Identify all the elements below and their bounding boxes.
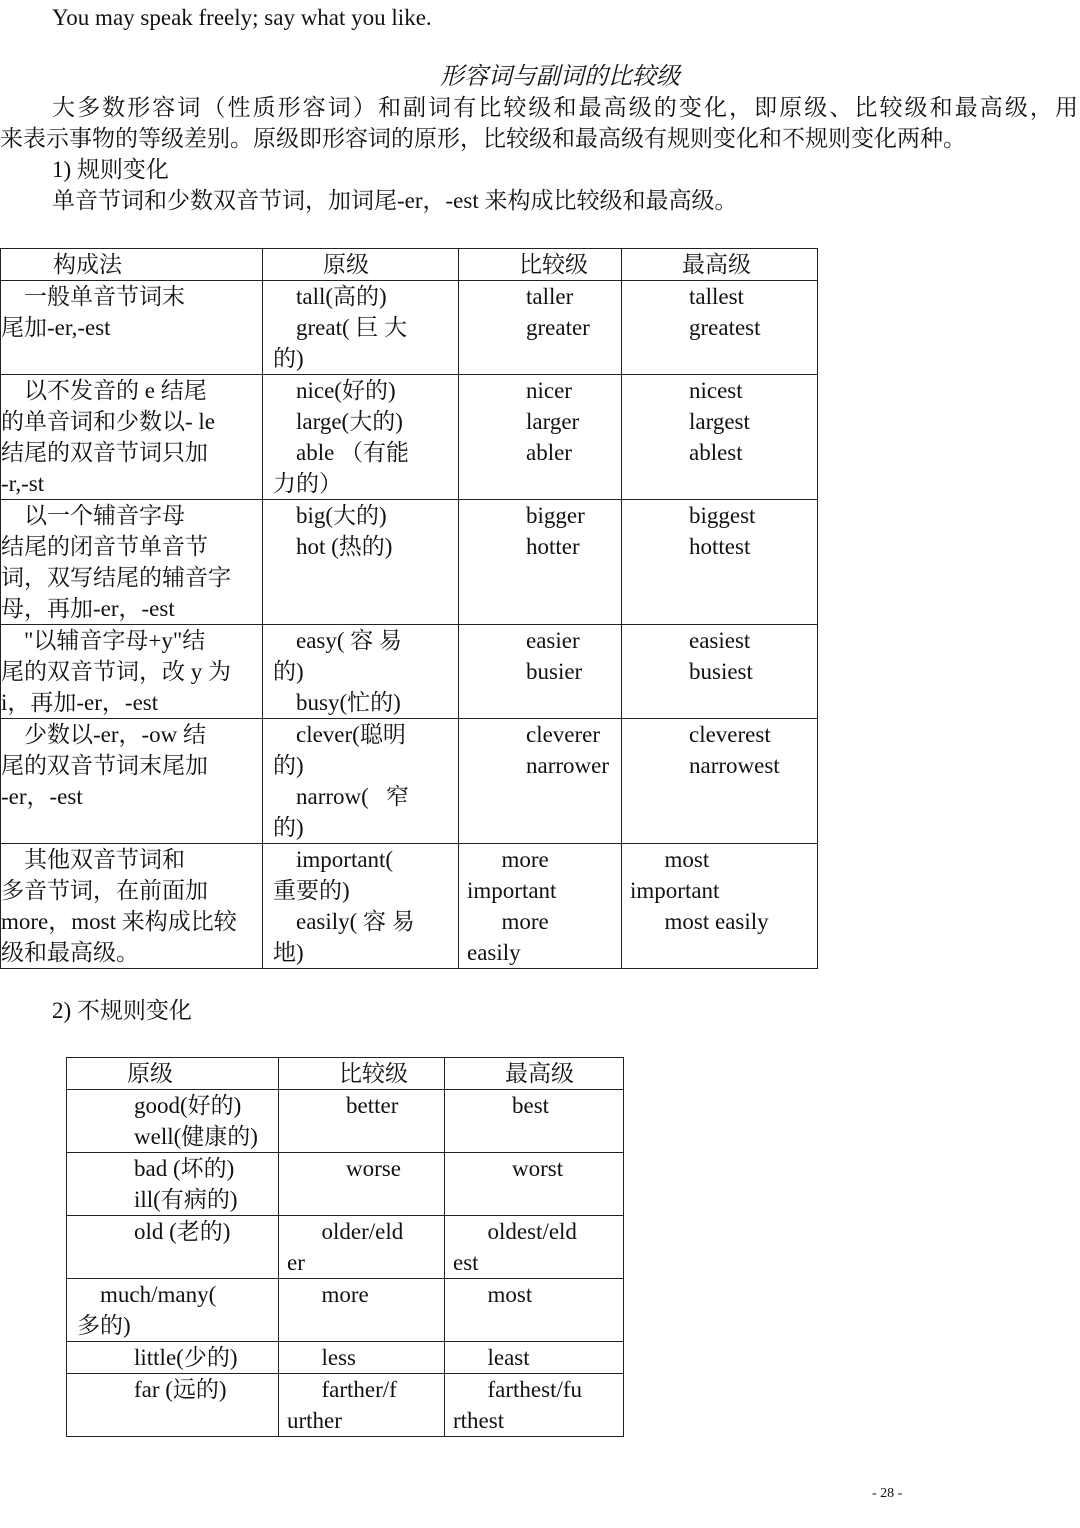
base-cell: much/many( 多的) [67, 1279, 279, 1342]
table-header-row [67, 1058, 624, 1090]
irregular-heading: 2) 不规则变化 [52, 998, 192, 1023]
base-cell: little(少的) [67, 1342, 279, 1374]
rule-cell: 一般单音节词末 尾加-er,-est [1, 281, 263, 375]
rule-cell: 少数以-er，-ow 结 尾的双音节词末尾加 -er，-est [1, 719, 263, 844]
table-row [67, 1279, 624, 1342]
base-cell: easy( 容 易 的) busy(忙的) [263, 625, 459, 719]
table-row [67, 1216, 624, 1279]
comparative-cell: bigger hotter [459, 500, 622, 625]
header-base: 原级 [67, 1058, 279, 1090]
comparative-cell: farther/f urther [279, 1374, 445, 1437]
superlative-cell: nicest largest ablest [622, 375, 818, 500]
base-cell: important( 重要的) easily( 容 易 地) [263, 844, 459, 969]
rule-cell: "以辅音字母+y"结 尾的双音节词，改 y 为 i，再加-er，-est [1, 625, 263, 719]
rule-cell: 其他双音节词和 多音节词，在前面加 more，most 来构成比较 级和最高级。 [1, 844, 263, 969]
base-cell: old (老的) [67, 1216, 279, 1279]
intro-line: You may speak freely; say what you like. [52, 5, 432, 30]
comparative-cell: worse [279, 1153, 445, 1216]
comparative-cell: more [279, 1279, 445, 1342]
base-cell: good(好的) well(健康的) [67, 1090, 279, 1153]
table-row [1, 281, 818, 375]
section-title: 形容词与副词的比较级 [440, 64, 680, 90]
superlative-cell: easiest busiest [622, 625, 818, 719]
comparative-cell: cleverer narrower [459, 719, 622, 844]
table-row [1, 625, 818, 719]
superlative-cell: oldest/eld est [445, 1216, 624, 1279]
superlative-cell: biggest hottest [622, 500, 818, 625]
table-row [1, 375, 818, 500]
base-cell: clever(聪明 的) narrow( 窄 的) [263, 719, 459, 844]
regular-description: 单音节词和少数双音节词，加词尾-er，-est 来构成比较级和最高级。 [52, 188, 738, 213]
header-base: 原级 [263, 249, 459, 281]
superlative-cell: most important most easily [622, 844, 818, 969]
superlative-cell: worst [445, 1153, 624, 1216]
comparative-cell: better [279, 1090, 445, 1153]
base-cell: big(大的) hot (热的) [263, 500, 459, 625]
comparative-cell: nicer larger abler [459, 375, 622, 500]
table-row [1, 719, 818, 844]
paragraph-line-2: 来表示事物的等级差别。原级即形容词的原形，比较级和最高级有规则变化和不规则变化两种。 [0, 126, 966, 151]
base-cell: nice(好的) large(大的) able （有能 力的） [263, 375, 459, 500]
superlative-cell: most [445, 1279, 624, 1342]
header-superlative: 最高级 [445, 1058, 624, 1090]
superlative-cell: least [445, 1342, 624, 1374]
rule-cell: 以一个辅音字母 结尾的闭音节单音节 词，双写结尾的辅音字 母，再加-er，-est [1, 500, 263, 625]
table-header-row [1, 249, 818, 281]
base-cell: tall(高的) great( 巨 大 的) [263, 281, 459, 375]
regular-comparison-table [0, 248, 818, 969]
table-row [1, 844, 818, 969]
regular-heading: 1) 规则变化 [52, 157, 169, 182]
table-row [67, 1342, 624, 1374]
comparative-cell: more important more easily [459, 844, 622, 969]
table-row [67, 1090, 624, 1153]
comparative-cell: easier busier [459, 625, 622, 719]
superlative-cell: best [445, 1090, 624, 1153]
header-superlative: 最高级 [622, 249, 818, 281]
comparative-cell: taller greater [459, 281, 622, 375]
table-row [67, 1374, 624, 1437]
superlative-cell: tallest greatest [622, 281, 818, 375]
page-number: - 28 - [872, 1486, 903, 1501]
base-cell: bad (坏的) ill(有病的) [67, 1153, 279, 1216]
superlative-cell: cleverest narrowest [622, 719, 818, 844]
superlative-cell: farthest/fu rthest [445, 1374, 624, 1437]
rule-cell: 以不发音的 e 结尾 的单音词和少数以- le 结尾的双音节词只加 -r,-st [1, 375, 263, 500]
base-cell: far (远的) [67, 1374, 279, 1437]
paragraph-line-1: 大多数形容词（性质形容词）和副词有比较级和最高级的变化，即原级、比较级和最高级，用 [52, 95, 1078, 120]
header-comparative: 比较级 [279, 1058, 445, 1090]
header-rule: 构成法 [1, 249, 263, 281]
header-comparative: 比较级 [459, 249, 622, 281]
irregular-comparison-table [66, 1057, 624, 1437]
table-row [1, 500, 818, 625]
table-row [67, 1153, 624, 1216]
comparative-cell: less [279, 1342, 445, 1374]
comparative-cell: older/eld er [279, 1216, 445, 1279]
